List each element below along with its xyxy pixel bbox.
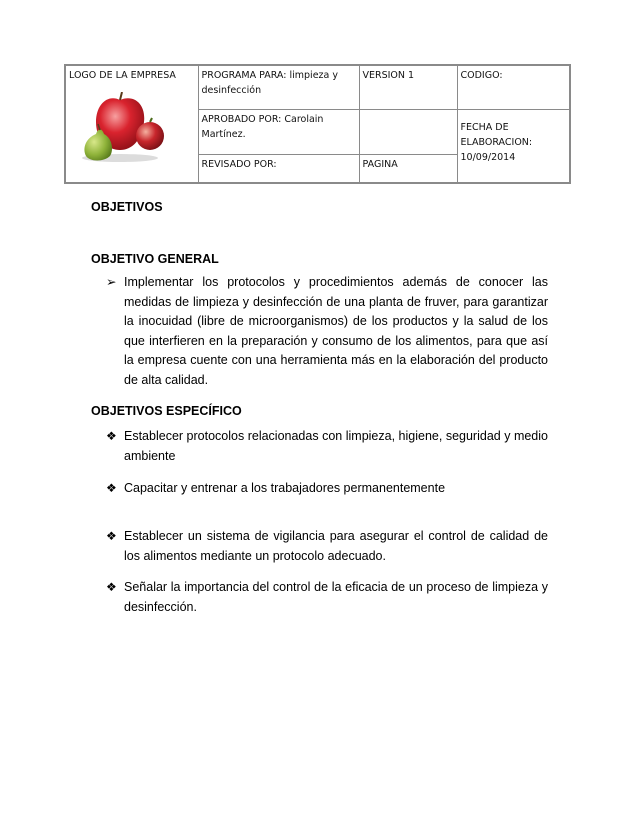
diamond-bullet-icon: ❖ (106, 580, 117, 594)
objetivo-general-text: Implementar los protocolos y procedimientos además de conocer las medidas de limpieza y desinfección de una planta de fruver, para garantizar la inocuidad (libre de microorganismos) de los productos y la salud de los que interfieren en la preparación y consumo de los alimentos, para que así la empresa cuente con una herramienta más en la elaboración del producto de alta calidad. (124, 275, 548, 387)
diamond-bullet-icon: ❖ (106, 529, 117, 543)
diamond-bullet-icon: ❖ (106, 429, 117, 443)
especifico-item: Establecer protocolos relacionadas con limpieza, higiene, seguridad y medio ambiente (124, 429, 548, 463)
objetivo-general-heading: OBJETIVO GENERAL (91, 252, 219, 266)
programa-cell: PROGRAMA PARA: limpieza y desinfección (198, 65, 359, 110)
especifico-item: Señalar la importancia del control de la eficacia de un proceso de limpieza y desinfección. (124, 580, 548, 614)
objetivos-heading: OBJETIVOS (91, 200, 163, 214)
version-cell: VERSION 1 (359, 65, 457, 110)
objetivos-especifico-heading: OBJETIVOS ESPECÍFICO (91, 404, 242, 418)
revisado-cell: REVISADO POR: (198, 154, 359, 183)
arrow-bullet-icon: ➢ (106, 275, 117, 289)
logo-label: LOGO DE LA EMPRESA (69, 70, 176, 81)
fecha-cell: FECHA DE ELABORACION: 10/09/2014 (457, 110, 570, 184)
empty-cell (359, 110, 457, 155)
codigo-cell: CODIGO: (457, 65, 570, 110)
especifico-item: Capacitar y entrenar a los trabajadores permanentemente (124, 481, 446, 495)
especifico-item: Establecer un sistema de vigilancia para asegurar el control de calidad de los alimentos mediante un protocolo adecuado. (124, 529, 548, 563)
fruit-logo-image (76, 92, 196, 164)
diamond-bullet-icon: ❖ (106, 481, 117, 495)
pagina-cell: PAGINA (359, 154, 457, 183)
aprobado-cell: APROBADO POR: Carolain Martínez. (198, 110, 359, 155)
